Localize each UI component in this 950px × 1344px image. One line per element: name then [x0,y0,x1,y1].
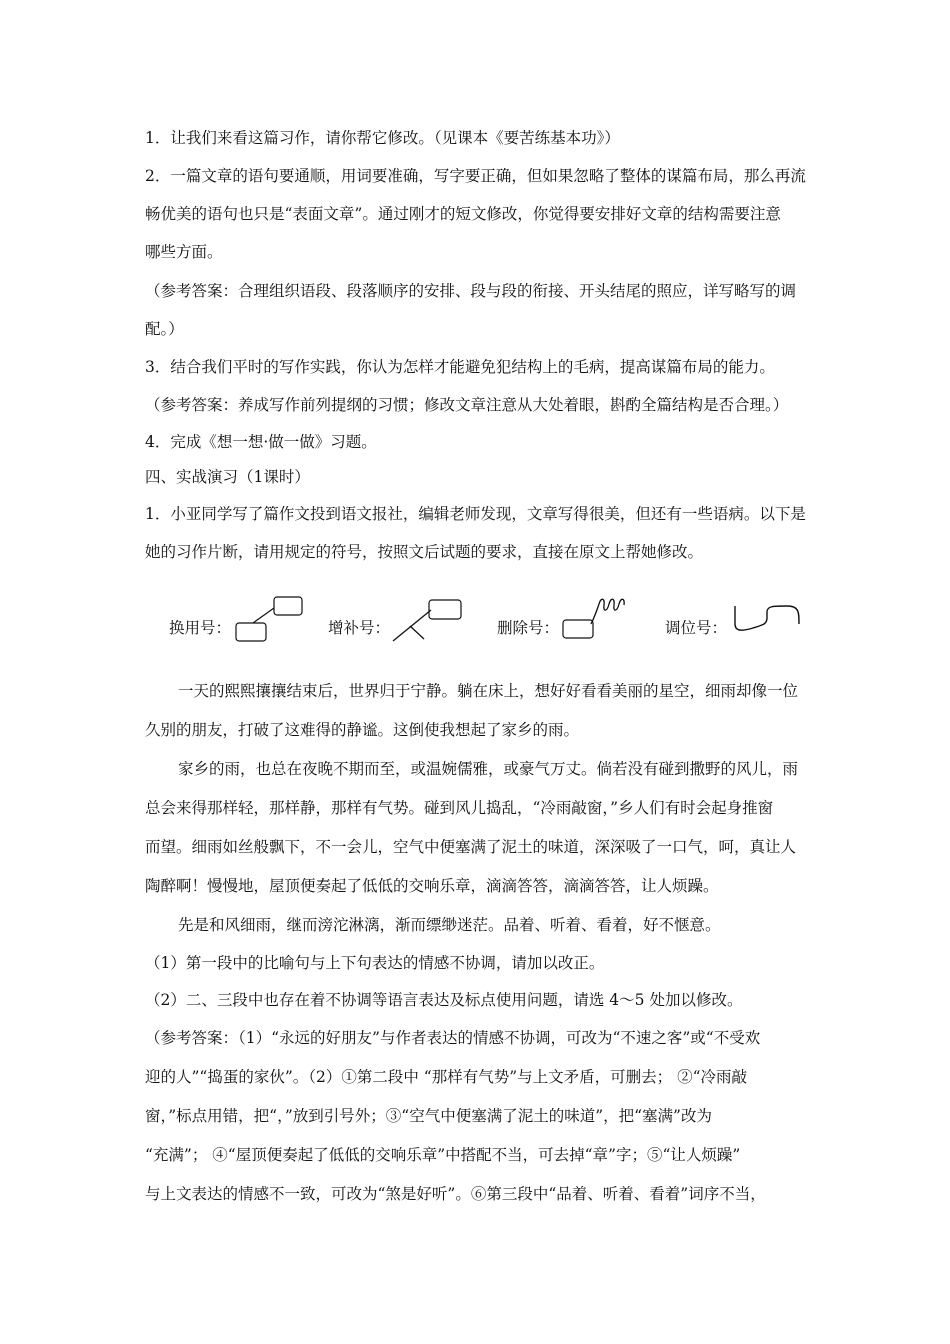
passage-para-1-cont: 久别的朋友，打破了这难得的静谧。这倒使我想起了家乡的雨。 [145,721,580,739]
proofreading-symbols [145,594,865,654]
replace-symbol-label: 换用号： [169,619,232,637]
insert-symbol-icon [391,594,467,644]
answer-3-text-cont3: “充满”； ④“屋顶便奏起了低低的交响乐章”中搭配不当，可去掉“章”字；⑤“让人烦躁” [145,1146,741,1164]
answer-3-text-cont: 迎的人”“捣蛋的家伙”。（2）①第二段中 “那样有气势”与上文矛盾，可删去； ②“冷雨敲 [145,1068,748,1086]
insert-symbol-label: 增补号： [328,619,391,637]
passage-para-1: 一天的熙熙攘攘结束后，世界归于宁静。躺在床上，想好好看看美丽的星空，细雨却像一位 [178,682,799,700]
answer-2-text: （参考答案：养成写作前列提纲的习惯；修改文章注意从大处着眼，斟酌全篇结构是否合理。） [145,396,789,414]
passage-para-2-end: 陶醉啊！慢慢地，屋顶便奏起了低低的交响乐章，滴滴答答，滴滴答答，让人烦躁。 [145,877,719,895]
swap-symbol-icon [729,594,805,644]
step-2-text: 2．一篇文章的语句要通顺，用词要准确，写字要正确，但如果忽略了整体的谋篇布局，那么再流 [145,167,806,185]
answer-3-text: （参考答案：（1）“永远的好朋友”与作者表达的情感不协调，可改为“不速之客”或“不受欢 [145,1029,761,1047]
question-1: （1）第一段中的比喻句与上下句表达的情感不协调，请加以改正。 [145,954,605,972]
answer-3-text-cont4: 与上文表达的情感不一致，可改为“煞是好听”。⑥第三段中“品着、听着、看着”词序不当， [145,1185,766,1203]
step-4-text: 4．完成《想一想·做一做》习题。 [145,433,377,451]
step-3-text: 3．结合我们平时的写作实践，你认为怎样才能避免犯结构上的毛病，提高谋篇布局的能力。 [145,358,775,376]
question-2: （2）二、三段中也存在着不协调等语言表达及标点使用问题，请选 4～5 处加以修改。 [145,991,743,1009]
swap-symbol-label: 调位号： [665,619,728,637]
passage-para-3: 先是和风细雨，继而滂沱淋漓，渐而缥缈迷茫。品着、听着、看着，好不惬意。 [178,916,721,934]
exercise-intro-cont: 她的习作片断，请用规定的符号，按照文后试题的要求，直接在原文上帮她修改。 [145,543,704,561]
section-heading: 四、实战演习（1课时） [145,468,310,486]
delete-symbol-label: 删除号： [497,619,560,637]
answer-1-text-end: 配。） [145,320,184,338]
answer-1-text: （参考答案：合理组织语段、段落顺序的安排、段与段的衔接、开头结尾的照应，详写略写的调 [145,282,797,300]
step-2-text-cont: 畅优美的语句也只是“表面文章”。通过刚才的短文修改，你觉得要安排好文章的结构需要注意 [145,205,781,223]
passage-para-2-cont: 总会来得那样轻，那样静，那样有气势。碰到风儿捣乱，“冷雨敲窗，”乡人们有时会起身推窗 [145,799,774,817]
passage-para-2-cont2: 而望。细雨如丝般飘下，不一会儿，空气中便塞满了泥土的味道，深深吸了一口气，呵，真让人 [145,838,797,856]
exercise-intro: 1．小亚同学写了篇作文投到语文报社，编辑老师发现，文章写得很美，但还有一些语病。以下是 [145,505,806,523]
answer-3-text-cont2: 窗，”标点用错，把“，”放到引号外；③“空气中便塞满了泥土的味道”，把“塞满”改为 [145,1107,712,1125]
delete-symbol-icon [559,594,639,644]
passage-para-2: 家乡的雨，也总在夜晚不期而至，或温婉儒雅，或豪气万丈。倘若没有碰到撒野的风儿，雨 [178,760,799,778]
step-1-text: 1．让我们来看这篇习作，请你帮它修改。（见课本《要苦练基本功》） [145,129,620,147]
replace-symbol-icon [233,594,305,646]
step-2-text-end: 哪些方面。 [145,243,223,261]
